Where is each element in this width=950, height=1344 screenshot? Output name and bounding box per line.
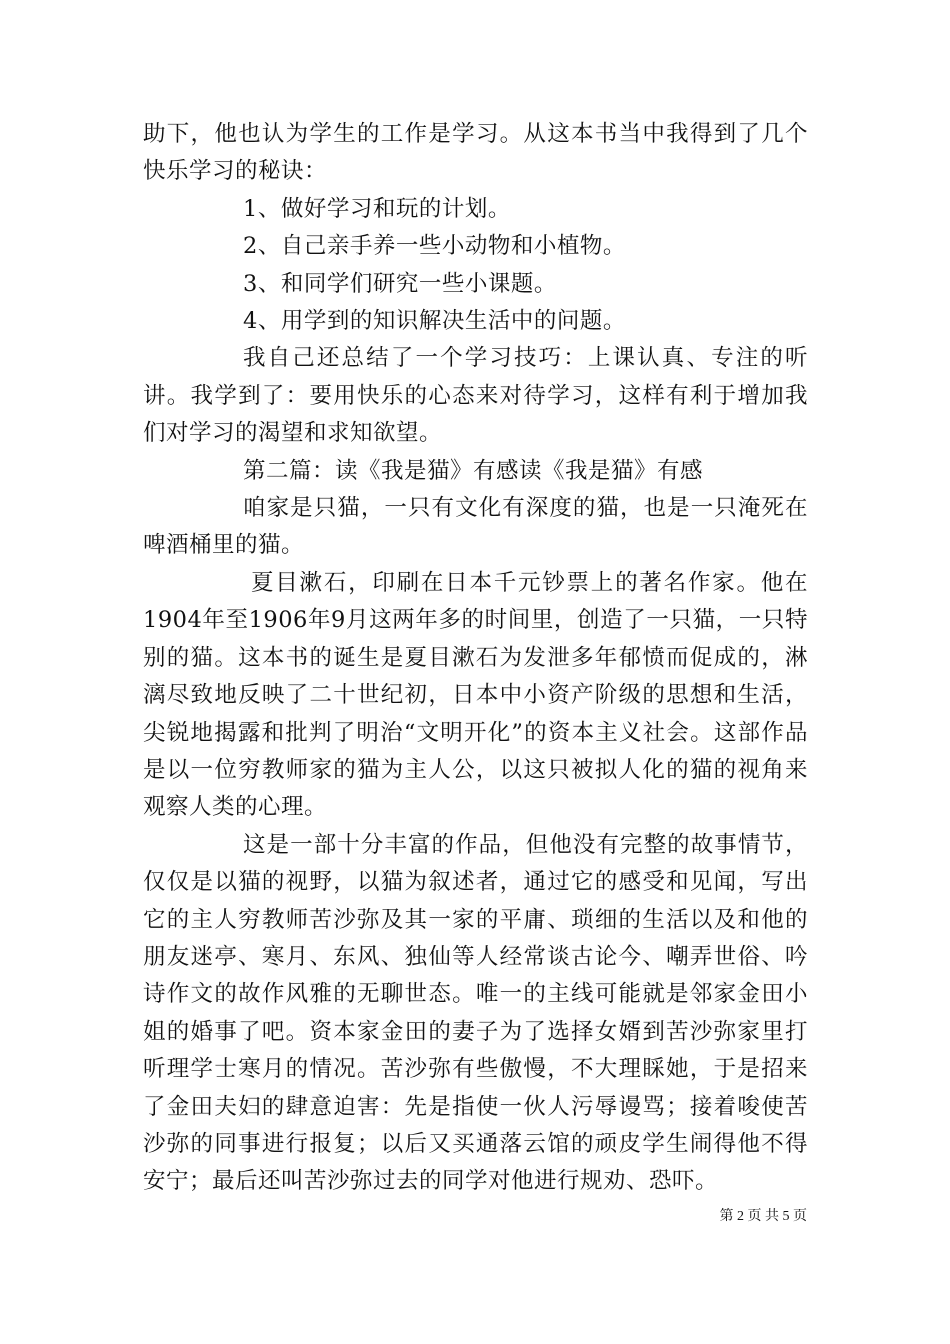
paragraph-continuation: 助下，他也认为学生的工作是学习。从这本书当中我得到了几个快乐学习的秘诀： (143, 121, 808, 185)
list-item-1: 1、做好学习和玩的计划。 (243, 195, 511, 222)
section-heading: 第二篇：读《我是猫》有感读《我是猫》有感 (243, 457, 704, 484)
list-item-4: 4、用学到的知识解决生活中的问题。 (243, 308, 626, 335)
paragraph-learning-tip: 我自己还总结了一个学习技巧：上课认真、专注的听讲。我学到了：要用快乐的心态来对待学习，这样有利于增加我们对学习的渴望和求知欲望。 (143, 345, 808, 447)
paragraph-author: 夏目漱石，印刷在日本千元钞票上的著名作家。他在1904年至1906年9月这两年多的时间里，创造了一只猫，一只特别的猫。这本书的诞生是夏目漱石为发泄多年郁愤而促成的，淋漓尽致地反映了二十世纪初，日本中小资产阶级的思想和生活，尖锐地揭露和批判了明治“文明开化”的资本主义社会。这部作品是以一位穷教师家的猫为主人公，以这只被拟人化的猫的视角来观察人类的心理。 (143, 569, 808, 821)
document-body (143, 116, 808, 1201)
list-item-3: 3、和同学们研究一些小课题。 (243, 270, 557, 297)
paragraph-cat-intro: 咱家是只猫，一只有文化有深度的猫，也是一只淹死在啤酒桶里的猫。 (143, 495, 808, 559)
list-item-2: 2、自己亲手养一些小动物和小植物。 (243, 233, 626, 260)
paragraph-plot: 这是一部十分丰富的作品，但他没有完整的故事情节，仅仅是以猫的视野，以猫为叙述者，通过它的感受和见闻，写出它的主人穷教师苦沙弥及其一家的平庸、琐细的生活以及和他的朋友迷亭、寒月、东风、独仙等人经常谈古论今、嘲弄世俗、吟诗作文的故作风雅的无聊世态。唯一的主线可能就是邻家金田小姐的婚事了吧。资本家金田的妻子为了选择女婿到苦沙弥家里打听理学士寒月的情况。苦沙弥有些傲慢，不大理睬她，于是招来了金田夫妇的肆意迫害：先是指使一伙人污辱谩骂；接着唆使苦沙弥的同事进行报复；以后又买通落云馆的顽皮学生闹得他不得安宁；最后还叫苦沙弥过去的同学对他进行规劝、恐吓。 (143, 831, 808, 1195)
page-footer: 第 2 页 共 5 页 (719, 1209, 807, 1224)
